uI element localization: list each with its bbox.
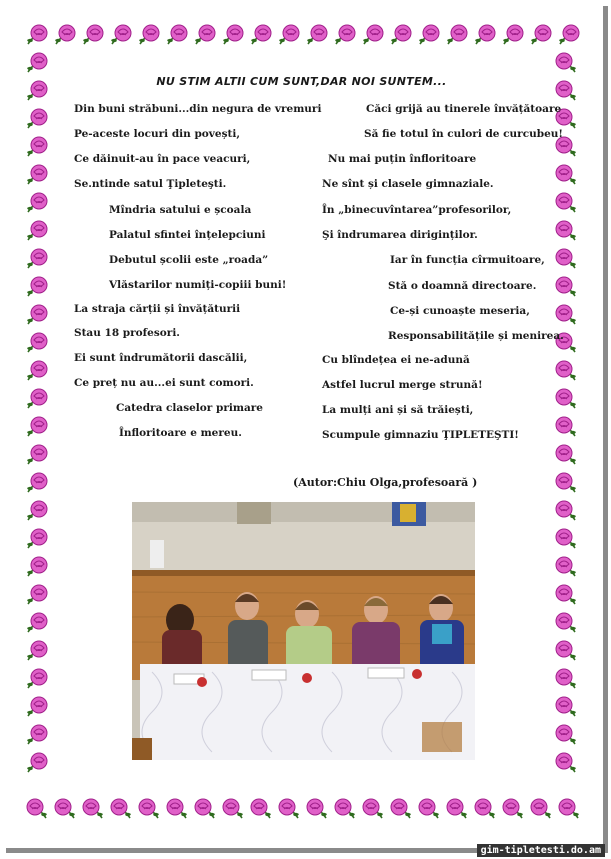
poem-line: Vlăstarilor numiți-copiii buni! [109, 279, 287, 291]
rose-ornament [332, 22, 358, 48]
poem-line: Ce-și cunoaște meseria, [390, 305, 530, 317]
rose-ornament [553, 610, 579, 636]
page-shadow-right [603, 6, 608, 848]
rose-ornament [24, 190, 50, 216]
rose-ornament [444, 22, 470, 48]
poem-title: NU STIM ALTII CUM SUNT,DAR NOI SUNTEM... [156, 75, 447, 88]
rose-ornament [24, 470, 50, 496]
rose-ornament [472, 796, 498, 822]
rose-ornament [553, 218, 579, 244]
rose-ornament [528, 796, 554, 822]
rose-ornament [472, 22, 498, 48]
rose-ornament [553, 358, 579, 384]
rose-ornament [416, 796, 442, 822]
rose-ornament [528, 22, 554, 48]
rose-ornament [553, 750, 579, 776]
rose-ornament [192, 796, 218, 822]
rose-ornament [553, 50, 579, 76]
staff-photo-illustration [132, 502, 475, 760]
rose-ornament [108, 796, 134, 822]
rose-ornament [24, 796, 50, 822]
rose-ornament [24, 442, 50, 468]
rose-ornament [24, 638, 50, 664]
rose-ornament [24, 694, 50, 720]
poem-line: Cu blîndețea ei ne-adună [322, 354, 470, 366]
poem-line: Ne sînt și clasele gimnaziale. [322, 178, 494, 190]
poem-line: Stau 18 profesori. [74, 327, 180, 339]
rose-ornament [192, 22, 218, 48]
rose-ornament [24, 582, 50, 608]
poem-line: Palatul sfintei înțelepciuni [109, 229, 266, 241]
poem-line: Ei sunt îndrumătorii dascălii, [74, 352, 248, 364]
rose-ornament [553, 666, 579, 692]
rose-ornament [556, 796, 582, 822]
rose-ornament [24, 386, 50, 412]
rose-ornament [24, 22, 50, 48]
rose-ornament [553, 386, 579, 412]
rose-ornament [24, 526, 50, 552]
rose-ornament [276, 22, 302, 48]
rose-ornament [276, 796, 302, 822]
rose-ornament [553, 722, 579, 748]
poem-line: Scumpule gimnaziu ŢIPLETEŞTI! [322, 429, 519, 441]
rose-ornament [360, 796, 386, 822]
rose-ornament [108, 22, 134, 48]
rose-ornament [553, 442, 579, 468]
rose-ornament [24, 750, 50, 776]
rose-ornament [553, 162, 579, 188]
poem-line: Ce dăinuit-au în pace veacuri, [74, 153, 251, 165]
rose-ornament [388, 22, 414, 48]
rose-ornament [304, 796, 330, 822]
poem-line: Căci grijă au tinerele învățătoare [366, 103, 562, 115]
poem-line: Stă o doamnă directoare. [388, 280, 537, 292]
rose-ornament [416, 22, 442, 48]
rose-ornament [500, 22, 526, 48]
poem-line: Mîndria satului e școala [109, 204, 252, 216]
author-credit: (Autor:Chiu Olga,profesoară ) [293, 476, 478, 489]
poem-line: Astfel lucrul merge strună! [322, 379, 483, 391]
rose-ornament [24, 610, 50, 636]
rose-ornament [24, 274, 50, 300]
rose-ornament [24, 106, 50, 132]
rose-ornament [24, 218, 50, 244]
rose-ornament [24, 358, 50, 384]
rose-ornament [164, 796, 190, 822]
site-watermark: gim-tipletesti.do.am [477, 844, 605, 857]
poem-line: Catedra claselor primare [116, 402, 263, 414]
poem-line: Pe-aceste locuri din povești, [74, 128, 240, 140]
rose-ornament [553, 246, 579, 272]
rose-ornament [444, 796, 470, 822]
rose-ornament [248, 796, 274, 822]
rose-ornament [556, 22, 582, 48]
rose-ornament [24, 50, 50, 76]
rose-ornament [388, 796, 414, 822]
rose-ornament [553, 526, 579, 552]
rose-ornament [24, 666, 50, 692]
rose-ornament [24, 414, 50, 440]
rose-ornament [164, 22, 190, 48]
rose-ornament [24, 722, 50, 748]
rose-ornament [24, 302, 50, 328]
rose-ornament [24, 246, 50, 272]
rose-ornament [136, 22, 162, 48]
rose-ornament [136, 796, 162, 822]
poem-line: La straja cărții și învățăturii [74, 303, 241, 315]
poem-line: Din buni străbuni...din negura de vremuri [74, 103, 322, 115]
rose-ornament [360, 22, 386, 48]
rose-ornament [553, 302, 579, 328]
rose-ornament [52, 796, 78, 822]
rose-ornament [52, 22, 78, 48]
rose-ornament [24, 554, 50, 580]
rose-ornament [553, 638, 579, 664]
poem-line: Nu mai puțin înfloritoare [328, 153, 477, 165]
poem-line: Să fie totul în culori de curcubeu! [364, 128, 563, 140]
poem-line: La mulți ani și să trăiești, [322, 404, 474, 416]
rose-ornament [553, 582, 579, 608]
poem-line: Ce preț nu au...ei sunt comori. [74, 377, 254, 389]
rose-ornament [80, 796, 106, 822]
rose-ornament [332, 796, 358, 822]
rose-ornament [500, 796, 526, 822]
poem-line: Se.ntinde satul Ţipleteşti. [74, 178, 227, 190]
poem-line: Debutul școlii este „roada” [109, 254, 269, 266]
staff-photo [132, 502, 475, 760]
rose-ornament [553, 694, 579, 720]
rose-ornament [24, 162, 50, 188]
rose-ornament [248, 22, 274, 48]
rose-ornament [80, 22, 106, 48]
rose-ornament [24, 498, 50, 524]
rose-ornament [553, 554, 579, 580]
rose-ornament [220, 796, 246, 822]
rose-ornament [553, 414, 579, 440]
poem-line: Iar în funcția cîrmuitoare, [390, 254, 545, 266]
poem-line: În „binecuvîntarea”profesorilor, [322, 204, 512, 216]
rose-ornament [220, 22, 246, 48]
rose-ornament [553, 498, 579, 524]
rose-ornament [24, 134, 50, 160]
poem-line: Şi îndrumarea diriginților. [322, 229, 478, 241]
rose-ornament [553, 470, 579, 496]
poem-line: Înfloritoare e mereu. [119, 427, 242, 439]
poem-line: Responsabilitățile și menirea. [388, 330, 564, 342]
rose-ornament [553, 274, 579, 300]
rose-ornament [24, 330, 50, 356]
rose-ornament [553, 190, 579, 216]
rose-ornament [304, 22, 330, 48]
